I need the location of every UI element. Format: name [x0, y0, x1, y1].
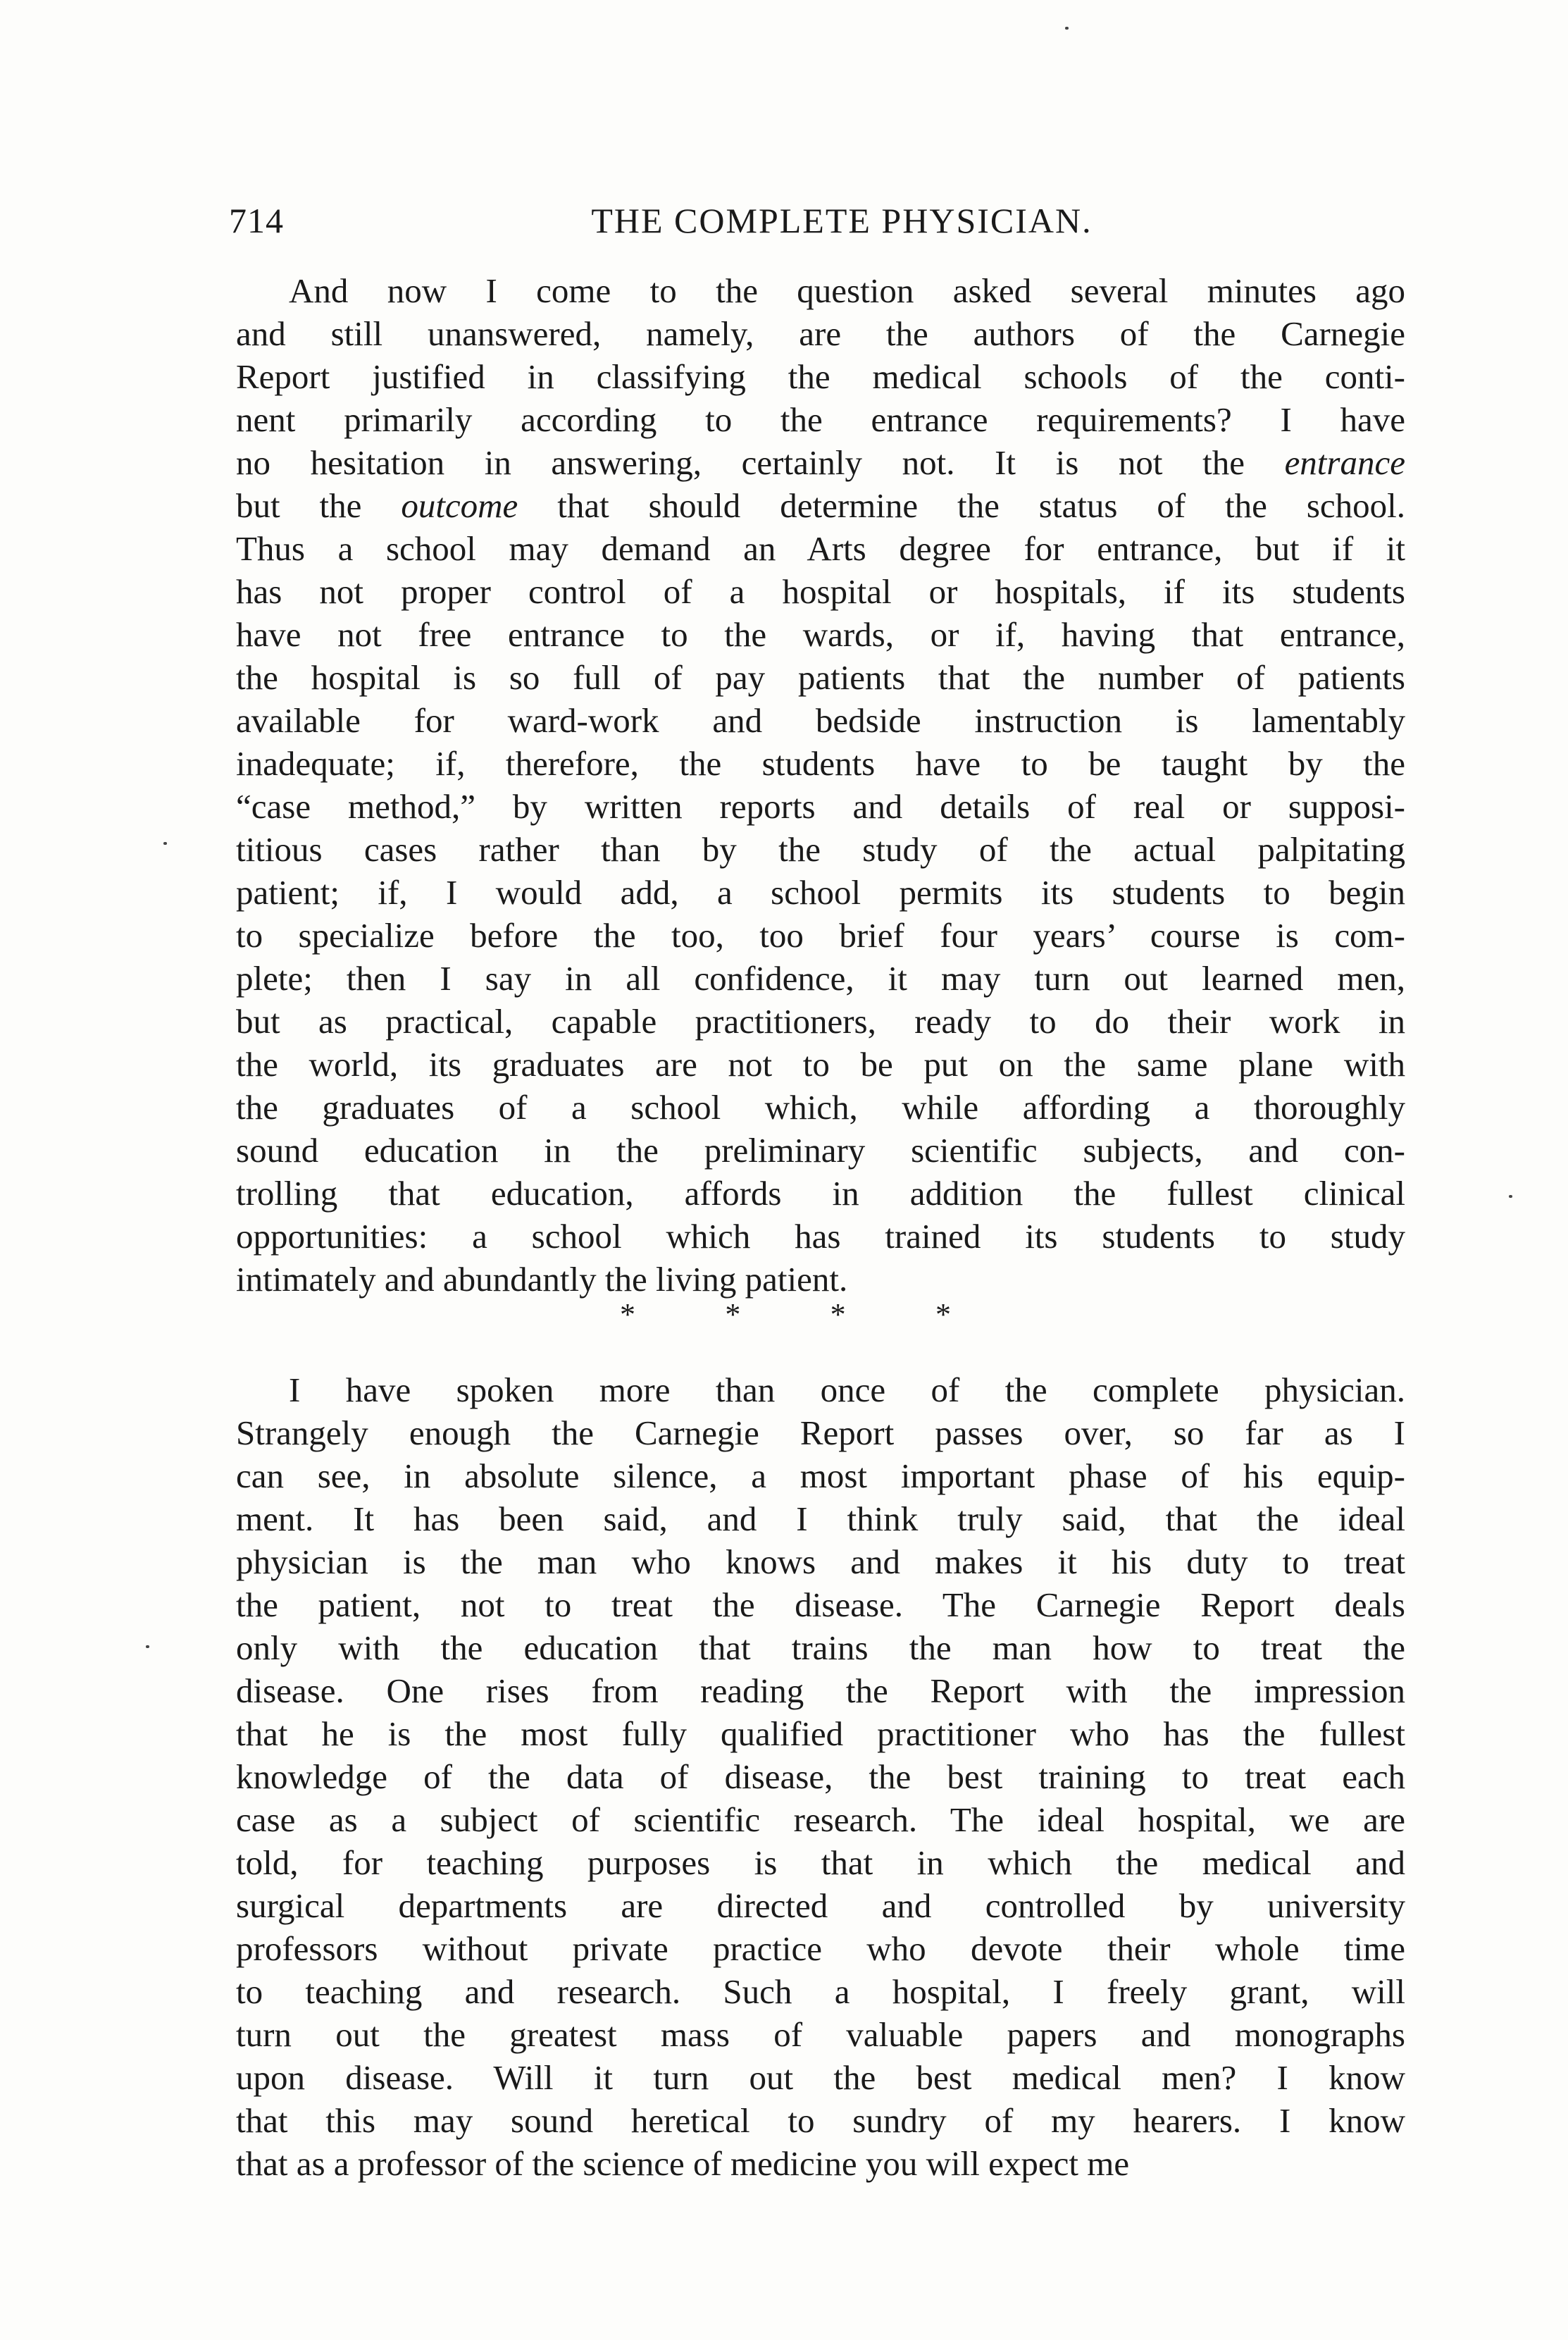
text-line: And now I come to the question asked several minutes ago [289, 271, 1405, 310]
text-line: knowledge of the data of disease, the best training to treat each [236, 1757, 1405, 1796]
text-line: intimately and abundantly the living patient. [236, 1260, 848, 1299]
emphasis: entrance [1284, 443, 1405, 482]
text-line: trolling that education, affords in addition the fullest clinical [236, 1174, 1405, 1213]
text-line: case as a subject of scientific research. The ideal hospital, we are [236, 1800, 1405, 1839]
text-line: inadequate; if, therefore, the students have to be taught by the [236, 744, 1405, 783]
text-line: that he is the most fully qualified practitioner who has the fullest [236, 1714, 1405, 1753]
text-line: no hesitation in answering, certainly not. It is not the entrance [236, 443, 1405, 482]
separator-asterisk: * [725, 1296, 741, 1332]
text-line: and still unanswered, namely, are the authors of the Carnegie [236, 314, 1405, 353]
text-line: the graduates of a school which, while affording a thoroughly [236, 1088, 1405, 1127]
text-line: titious cases rather than by the study of the actual palpitating [236, 830, 1405, 869]
text-line: plete; then I say in all confidence, it may turn out learned men, [236, 959, 1405, 998]
paragraph-2 [236, 1368, 1405, 2185]
text-line: have not free entrance to the wards, or if, having that entrance, [236, 615, 1405, 654]
paragraph-1 [236, 269, 1405, 1301]
scan-speck [146, 1645, 149, 1648]
scan-speck [1509, 1195, 1512, 1198]
text-line: told, for teaching purposes is that in which the medical and [236, 1843, 1405, 1882]
text-line: Strangely enough the Carnegie Report passes over, so far as I [236, 1413, 1405, 1452]
text-line: Report justified in classifying the medical schools of the conti- [236, 357, 1405, 396]
text-line: but as practical, capable practitioners, ready to do their work in [236, 1002, 1405, 1041]
page-header [229, 196, 1412, 245]
section-separator [620, 1296, 951, 1332]
separator-asterisk: * [620, 1296, 635, 1332]
text-line: sound education in the preliminary scientific subjects, and con- [236, 1131, 1405, 1170]
text-line: only with the education that trains the man how to treat the [236, 1628, 1405, 1667]
text-line: the patient, not to treat the disease. The Carnegie Report deals [236, 1585, 1405, 1624]
text-line: that as a professor of the science of medicine you will expect me [236, 2144, 1130, 2183]
text-line: physician is the man who knows and makes it his duty to treat [236, 1542, 1405, 1581]
text-line: the hospital is so full of pay patients that the number of patients [236, 658, 1405, 697]
text-line: disease. One rises from reading the Report with the impression [236, 1671, 1405, 1710]
text-line: available for ward-work and bedside instruction is lamentably [236, 701, 1405, 740]
text-line: upon disease. Will it turn out the best medical men? I know [236, 2058, 1405, 2097]
text-line: patient; if, I would add, a school permits its students to begin [236, 873, 1405, 912]
text-line: I have spoken more than once of the complete physician. [289, 1370, 1405, 1409]
text-line: opportunities: a school which has trained its students to study [236, 1217, 1405, 1256]
text-line: professors without private practice who devote their whole time [236, 1929, 1405, 1968]
text-line: to teaching and research. Such a hospital, I freely grant, will [236, 1972, 1405, 2011]
text-line: the world, its graduates are not to be put on the same plane with [236, 1045, 1405, 1084]
text-line: to specialize before the too, too brief four years’ course is com- [236, 916, 1405, 955]
text-line: ment. It has been said, and I think truly said, that the ideal [236, 1499, 1405, 1538]
text-line: has not proper control of a hospital or hospitals, if its students [236, 572, 1405, 611]
scan-speck [1065, 27, 1069, 30]
text-line: Thus a school may demand an Arts degree for entrance, but if it [236, 529, 1405, 568]
emphasis: outcome [401, 486, 518, 525]
text-line: can see, in absolute silence, a most important phase of his equip- [236, 1456, 1405, 1495]
text-line: but the outcome that should determine the status of the school. [236, 486, 1405, 525]
page-number: 714 [229, 201, 284, 240]
running-title: THE COMPLETE PHYSICIAN. [591, 201, 1093, 240]
text-line: turn out the greatest mass of valuable papers and monographs [236, 2015, 1405, 2054]
text-line: that this may sound heretical to sundry of my hearers. I know [236, 2101, 1405, 2140]
text-line: “case method,” by written reports and details of real or supposi- [236, 787, 1405, 826]
separator-asterisk: * [830, 1296, 846, 1332]
scan-speck [163, 842, 167, 845]
text-line: surgical departments are directed and controlled by university [236, 1886, 1405, 1925]
text-line: nent primarily according to the entrance requirements? I have [236, 400, 1405, 439]
separator-asterisk: * [935, 1296, 951, 1332]
